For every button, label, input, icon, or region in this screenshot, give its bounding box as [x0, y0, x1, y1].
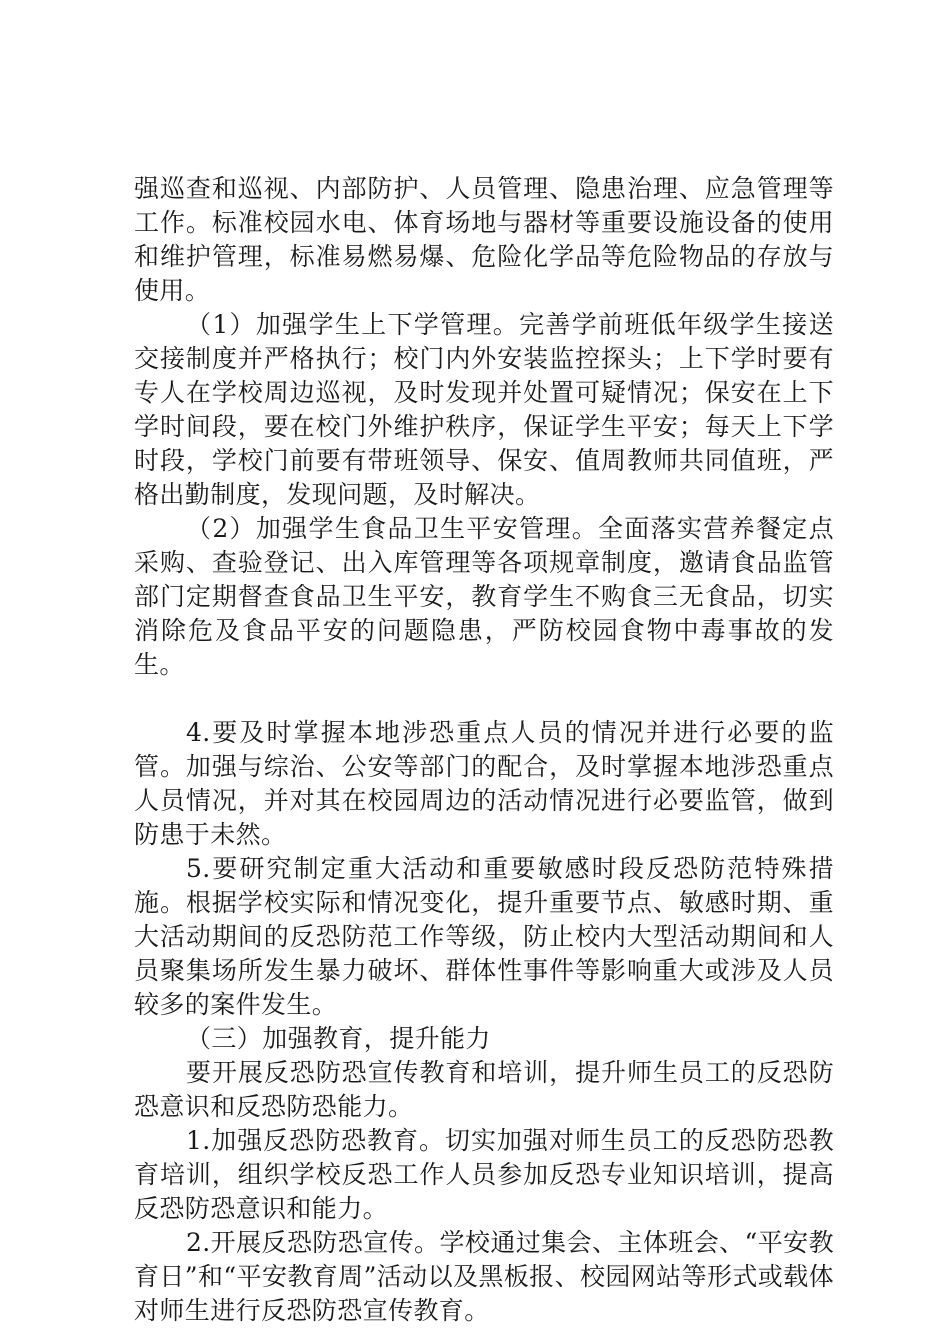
paragraph-spacer: [134, 682, 834, 716]
paragraph-point-2: 2.开展反恐防恐宣传。学校通过集会、主体班会、“平安教育日”和“平安教育周”活动以及黑板报、校园网站等形式或载体对师生进行反恐防恐宣传教育。: [134, 1228, 834, 1325]
paragraph-point-5: 5.要研究制定重大活动和重要敏感时段反恐防范特殊措施。根据学校实际和情况变化，提升重要节点、敏感时期、重大活动期间的反恐防范工作等级，防止校内大型活动期间和人员聚集场所发生暴力破坏、群体性事件等影响重大或涉及人员较多的案件发生。: [134, 854, 834, 1019]
paragraph-continuation: 强巡查和巡视、内部防护、人员管理、隐患治理、应急管理等工作。标准校园水电、体育场地与器材等重要设施设备的使用和维护管理，标准易燃易爆、危险化学品等危险物品的存放与使用。: [134, 174, 834, 305]
paragraph-point-1: 1.加强反恐防恐教育。切实加强对师生员工的反恐防恐教育培训，组织学校反恐工作人员参加反恐专业知识培训，提高反恐防恐意识和能力。: [134, 1126, 834, 1223]
paragraph-item-1: （1）加强学生上下学管理。完善学前班低年级学生接送交接制度并严格执行；校门内外安装监控探头；上下学时要有专人在学校周边巡视，及时发现并处置可疑情况；保安在上下学时间段，要在校门外维护秩序，保证学生平安；每天上下学时段，学校门前要有带班领导、保安、值周教师共同值班，严格出勤制度，发现问题，及时解决。: [134, 310, 834, 509]
paragraph-point-4: 4.要及时掌握本地涉恐重点人员的情况并进行必要的监管。加强与综治、公安等部门的配合，及时掌握本地涉恐重点人员情况，并对其在校园周边的活动情况进行必要监管，做到防患于未然。: [134, 718, 834, 849]
document-body: [134, 172, 834, 1328]
section-heading-3: （三）加强教育，提升能力: [186, 1024, 491, 1053]
paragraph-item-2: （2）加强学生食品卫生平安管理。全面落实营养餐定点采购、查验登记、出入库管理等各项规章制度，邀请食品监管部门定期督查食品卫生平安，教育学生不购食三无食品，切实消除危及食品平安的问题隐患，严防校园食物中毒事故的发生。: [134, 514, 834, 679]
paragraph-section-intro: 要开展反恐防恐宣传教育和培训，提升师生员工的反恐防恐意识和反恐防恐能力。: [134, 1058, 834, 1121]
